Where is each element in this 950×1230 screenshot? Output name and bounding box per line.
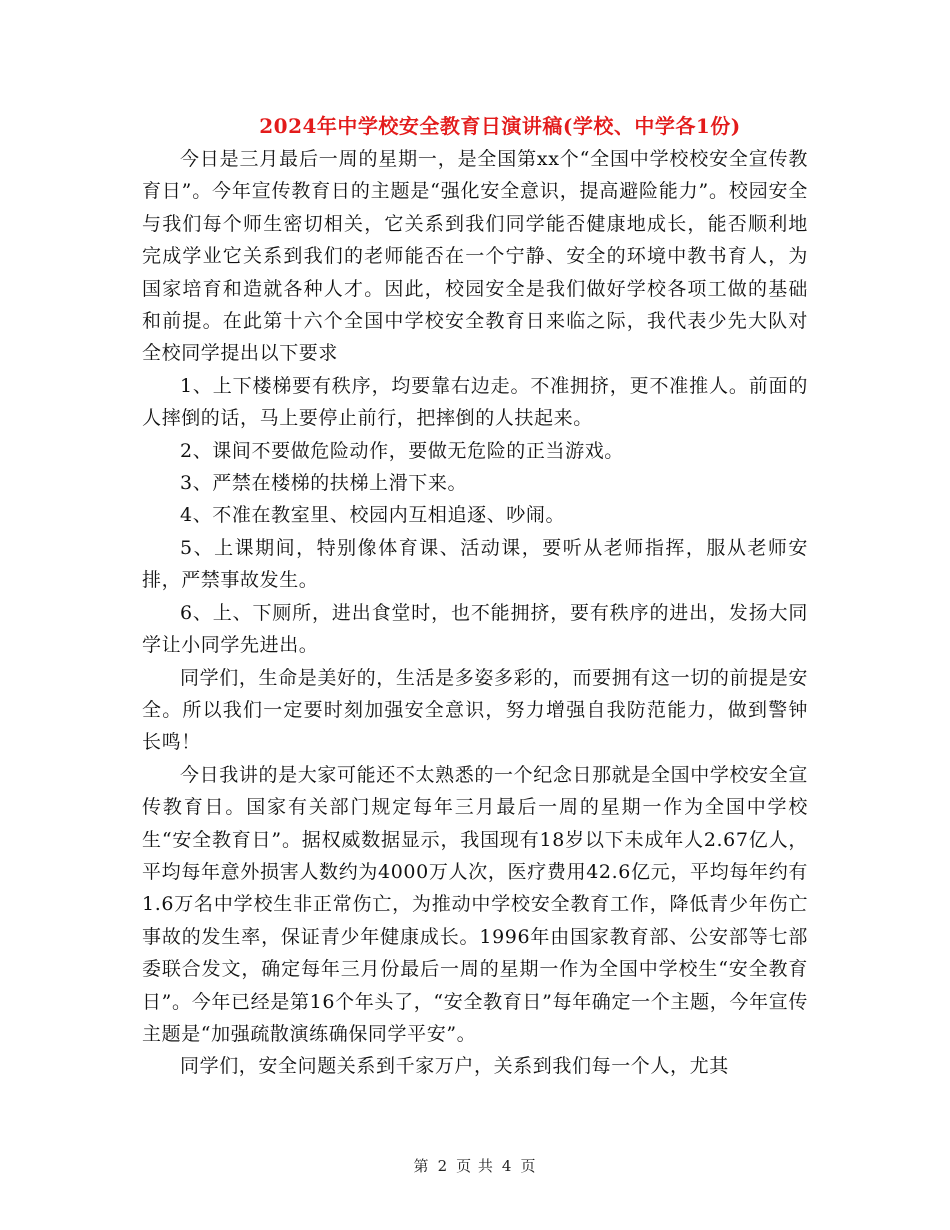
document-title: 2024年中学校安全教育日演讲稿(学校、中学各1份) [259, 114, 741, 138]
footer-middle: 页 共 [456, 1157, 494, 1175]
footer-page-number: 2 [437, 1157, 449, 1175]
paragraph-rule-5: 5、上课期间，特别像体育课、活动课，要听从老师指挥，服从老师安排，严禁事故发生。 [142, 536, 808, 592]
footer-suffix: 页 [520, 1157, 537, 1175]
footer-total-pages: 4 [501, 1157, 513, 1175]
paragraph-rule-3: 3、严禁在楼梯的扶梯上滑下来。 [180, 472, 468, 495]
paragraph-intro: 今日是三月最后一周的星期一，是全国第xx个“全国中学校校安全宣传教育日”。今年宣传教育日的主题是“强化安全意识，提高避险能力”。校园安全与我们每个师生密切相关，它关系到我们同学能否健康地成长，能否顺利地完成学业它关系到我们的老师能否在一个宁静、安全的环境中教书育人，为国家培育和造就各种人才。因此，校园安全是我们做好学校各项工做的基础和前提。在此第十六个全国中学校安全教育日来临之际，我代表少先大队对全校同学提出以下要求 [142, 148, 808, 365]
paragraph-closing: 同学们，安全问题关系到千家万户，关系到我们每一个人，尤其 [180, 1055, 729, 1078]
paragraph-conclusion: 同学们，生命是美好的，生活是多姿多彩的，而要拥有这一切的前提是安全。所以我们一定要时刻加强安全意识，努力增强自我防范能力，做到警钟长鸣！ [142, 666, 808, 754]
paragraph-rule-4: 4、不准在教室里、校园内互相追逐、吵闹。 [180, 504, 566, 527]
paragraph-rule-1: 1、上下楼梯要有秩序，均要靠右边走。不准拥挤，更不准推人。前面的人摔倒的话，马上要停止前行，把摔倒的人扶起来。 [142, 374, 808, 430]
footer-prefix: 第 [413, 1157, 430, 1175]
paragraph-rule-2: 2、课间不要做危险动作，要做无危险的正当游戏。 [180, 439, 624, 462]
document-body [142, 143, 808, 1083]
page-footer [0, 1155, 950, 1176]
paragraph-education-day: 今日我讲的是大家可能还不太熟悉的一个纪念日那就是全国中学校安全宣传教育日。国家有关部门规定每年三月最后一周的星期一作为全国中学校生“安全教育日”。据权威数据显示，我国现有18岁以下未成年人2.67亿人，平均每年意外损害人数约为4000万人次，医疗费用42.6亿元，平均每年约有1.6万名中学校生非正常伤亡，为推动中学校安全教育工作，降低青少年伤亡事故的发生率，保证青少年健康成长。1996年由国家教育部、公安部等七部委联合发文，确定每年三月份最后一周的星期一作为全国中学校生“安全教育日”。今年已经是第16个年头了，“安全教育日”每年确定一个主题，今年宣传主题是“加强疏散演练确保同学平安”。 [142, 763, 808, 1045]
paragraph-rule-6: 6、上、下厕所，进出食堂时，也不能拥挤，要有秩序的进出，发扬大同学让小同学先进出。 [142, 601, 808, 657]
